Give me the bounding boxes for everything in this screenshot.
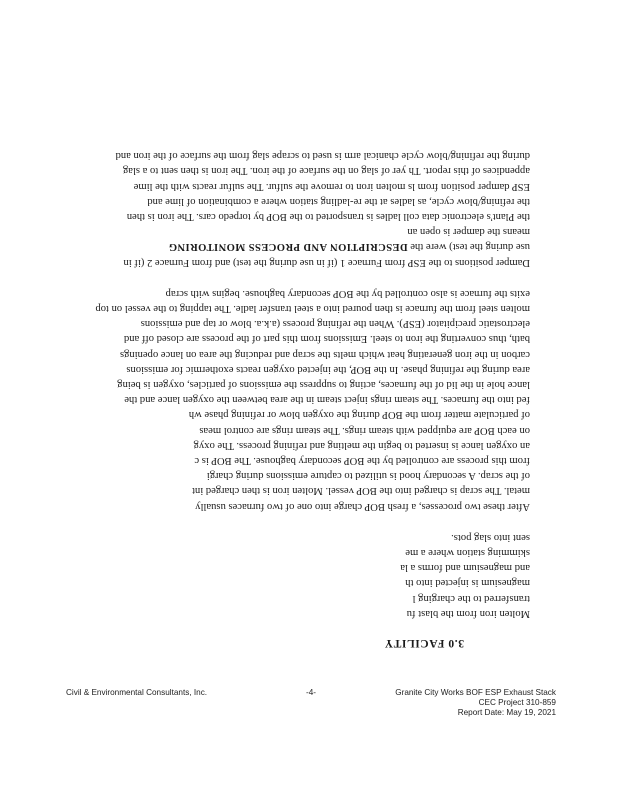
monitoring-line-start: use during the test) were the	[407, 241, 530, 253]
monitoring-line	[86, 239, 530, 254]
section-heading: 3.0 FACILITY	[384, 637, 464, 649]
process-line: area during the refining phase. In the BOP, the injected oxygen reacts exothermic for emissions	[126, 363, 530, 375]
process-line: from this process are controlled by the BOP secondary baghouse. The BOP is c	[194, 454, 530, 466]
intro-line: skimming station where a me	[405, 546, 530, 558]
monitoring-line: appendices of this report. Th yer of slag on the surface of the iron. The iron is then sent to a slag	[122, 165, 530, 177]
intro-line: sent into slag pots.	[451, 531, 530, 543]
monitoring-line: the Plant's electronic data coll ladles is transported to the BOP by torpedo cars. The iron is then	[126, 210, 530, 222]
process-line: electrostatic precipitator (ESP). When the refining process (a.k.a. blow or tap and emissions	[140, 318, 530, 330]
monitoring-paragraph	[86, 148, 530, 270]
process-line: metal. The scrap is charged into the BOP vessel. Molten iron is then charged int	[192, 485, 530, 497]
footer-company: Civil & Environmental Consultants, Inc.	[66, 688, 208, 697]
monitoring-subheading: DESCRIPTION AND PROCESS MONITORING	[168, 241, 408, 253]
footer-project: CEC Project 310-859	[478, 698, 556, 708]
process-line: molten steel from the furnace is then poured into a steel transfer ladle. The tapping to the vessel on top	[95, 302, 530, 314]
process-paragraph	[86, 286, 530, 514]
monitoring-line: during the refining/blow cycle chanical arm is used to scrape slag from the surface of the iron and	[115, 150, 530, 162]
monitoring-line: Damper positions to the ESP from Furnace 1 (if in use during the test) and from Furnace 2 (if in	[123, 256, 530, 268]
page-footer	[66, 688, 556, 728]
footer-page-number: -4-	[306, 688, 317, 697]
intro-paragraph	[86, 530, 530, 621]
process-line: on each BOP are equipped with steam rings. The steam rings are control meas	[199, 424, 530, 436]
footer-report-title: Granite City Works BOF ESP Exhaust Stack	[395, 688, 556, 697]
intro-line: transferred to the charging l	[412, 592, 530, 604]
intro-line: and magnesium and forms a la	[400, 562, 530, 574]
process-line: After these two processes, a fresh BOP charge into one of two furnaces usually	[195, 500, 530, 512]
monitoring-line: means the damper is open an	[407, 226, 530, 238]
monitoring-line: the refining/blow cycle, as ladles at the re-ladling station where a combination of lime and	[147, 195, 530, 207]
process-line: an oxygen lance is inserted to begin the melting and refining process. The oxyg	[193, 439, 530, 451]
rotated-body-text	[86, 118, 530, 650]
process-line: fed into the furnaces. The steam rings inject steam in the area between the oxygen lance and the	[124, 394, 530, 406]
process-line: lance hole in the lid of the furnaces, acting to suppress the emissions of particles, oxygen is being	[117, 378, 530, 390]
intro-line: magnesium is injected into th	[405, 577, 530, 589]
process-line: bath, thus converting the iron to steel. Emissions from this part of the process are closed off and	[123, 333, 530, 345]
footer-report-date: Report Date: May 19, 2021	[457, 708, 556, 718]
monitoring-line: ESP damper position from ls molten iron to remove the sulfur. The sulfur reacts with the lime	[133, 180, 530, 192]
process-line: of particulate matter from the BOP during the oxygen blow or refining phase wh	[188, 409, 530, 421]
intro-line: Molten iron from the blast fu	[406, 607, 530, 619]
process-line: of the scrap. A secondary hood is utilized to capture emissions during chargi	[206, 470, 530, 482]
footer-report-info	[395, 688, 556, 719]
process-line: carbon in the iron generating heat which melts the scrap and reducing the area on lance openings	[119, 348, 530, 360]
process-line: exits the furnace is also controlled by the BOP secondary baghouse. begins with scrap	[165, 287, 530, 299]
